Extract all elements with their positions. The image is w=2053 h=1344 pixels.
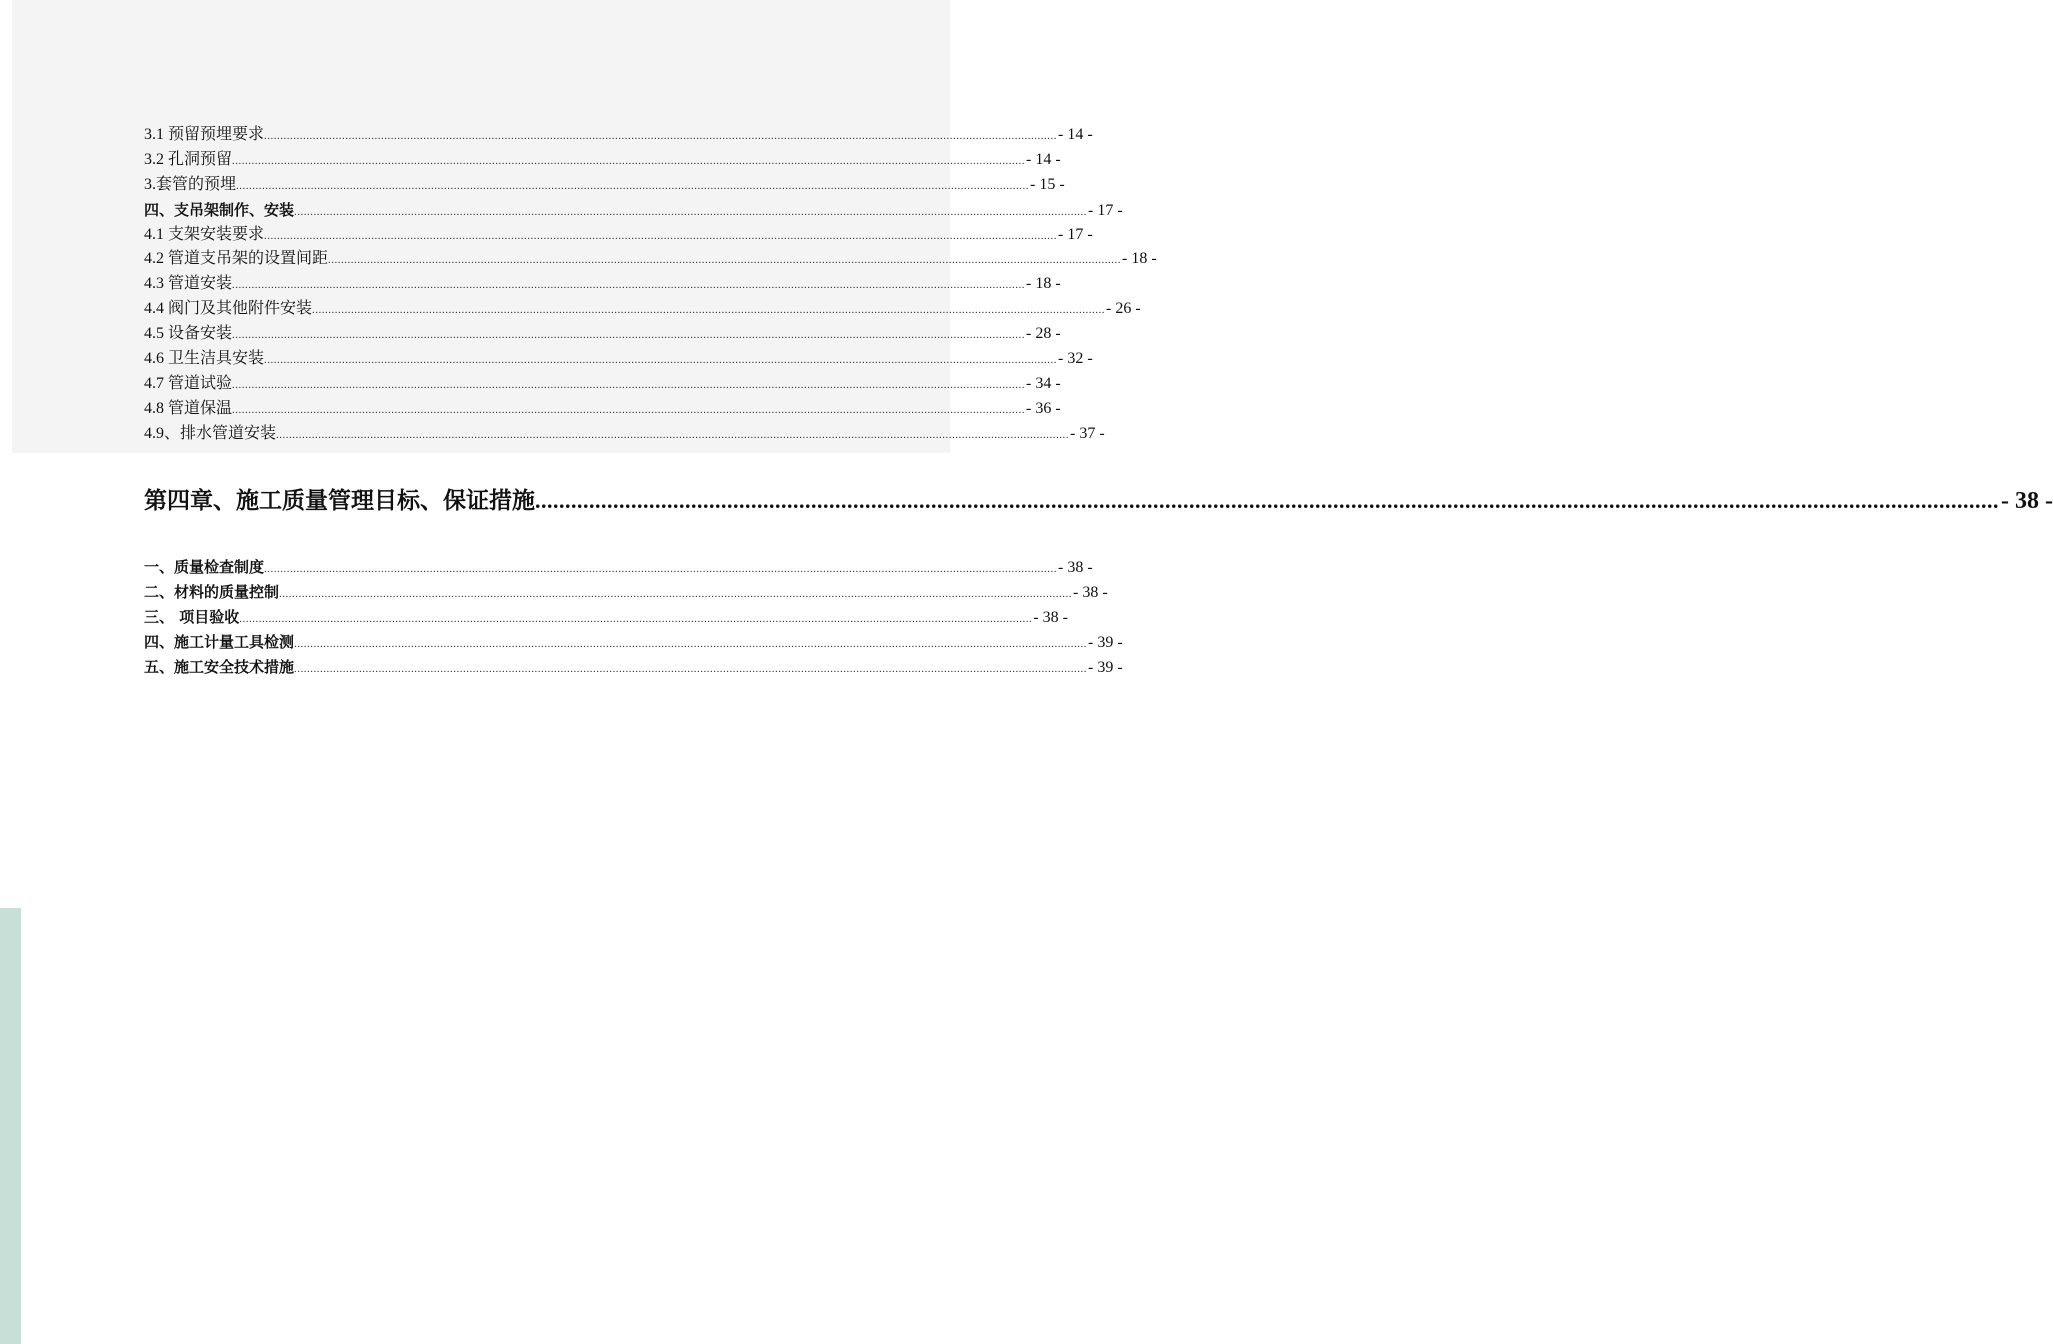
toc-entry-page: - 28 - xyxy=(1026,325,1061,343)
toc-entry-page: - 34 - xyxy=(1026,374,1061,392)
toc-entry-title: 4.6 卫生洁具安装 xyxy=(144,350,265,368)
toc-entry[interactable] xyxy=(144,123,1093,148)
toc-leader-dots: .................................................................................................................................................................................................................................................... xyxy=(232,329,1026,342)
chapter-page-number: - 38 - xyxy=(2001,488,2053,514)
toc-entry-title: 4.7 管道试验 xyxy=(144,374,233,392)
toc-entry-page: - 37 - xyxy=(1070,424,1105,442)
toc-entry-page: - 14 - xyxy=(1058,126,1093,143)
toc-entry-page: - 26 - xyxy=(1106,300,1141,318)
toc-entry-title: 4.2 管道支吊架的设置间距 xyxy=(144,250,329,268)
toc-entry-title: 3.1 预留预埋要求 xyxy=(144,126,265,143)
toc-entry[interactable] xyxy=(144,247,1157,272)
toc-leader-dots: .................................................................................................................................................................................................................................................... xyxy=(232,403,1026,416)
toc-entry-title: 四、施工计量工具检测 xyxy=(144,632,295,651)
toc-entry-title: 3.套管的预埋 xyxy=(144,175,237,193)
toc-leader-dots: .................................................................................................................................................................................................................................................... xyxy=(328,254,1122,267)
toc-leader-dots: .................................................................................................................................................................................................................................................... xyxy=(232,378,1026,391)
toc-leader-dots: .................................................................................................................................................................................................................................................... xyxy=(264,130,1058,142)
toc-entry-page: - 32 - xyxy=(1058,350,1093,368)
toc-entry-title: 4.3 管道安装 xyxy=(144,275,233,293)
toc-section-1 xyxy=(144,123,1157,447)
toc-leader-dots: .................................................................................................................................................................................................................................................... xyxy=(294,205,1088,218)
toc-entry[interactable] xyxy=(144,347,1093,372)
toc-entry-page: - 39 - xyxy=(1088,658,1123,676)
chapter-heading[interactable] xyxy=(144,483,2053,519)
toc-entry-page: - 36 - xyxy=(1026,399,1061,417)
toc-leader-dots: .................................................................................................................................................................................................................................................... xyxy=(239,612,1033,625)
toc-entry[interactable] xyxy=(144,173,1065,198)
toc-entry-page: - 38 - xyxy=(1058,559,1093,576)
toc-entry[interactable] xyxy=(144,555,1093,580)
toc-leader-dots: .................................................................................................................................................................................................................................................... xyxy=(232,154,1026,167)
toc-entry-title: 五、施工安全技术措施 xyxy=(144,657,295,676)
toc-entry-title: 4.4 阀门及其他附件安装 xyxy=(144,300,313,318)
toc-section-2 xyxy=(144,555,1123,679)
toc-entry-page: - 15 - xyxy=(1030,175,1065,193)
toc-entry[interactable] xyxy=(144,198,1123,223)
toc-entry[interactable] xyxy=(144,272,1061,297)
toc-leader-dots: .................................................................................................................................................................................................................................................... xyxy=(232,279,1026,292)
toc-entry-title: 4.1 支架安装要求 xyxy=(144,225,265,243)
toc-entry[interactable] xyxy=(144,655,1123,680)
toc-entry[interactable] xyxy=(144,630,1123,655)
toc-entry-title: 4.8 管道保温 xyxy=(144,399,233,417)
toc-entry-title: 一、质量检查制度 xyxy=(144,558,265,576)
toc-entry-title: 三、 项目验收 xyxy=(144,607,240,626)
toc-entry-page: - 39 - xyxy=(1088,633,1123,651)
toc-entry[interactable] xyxy=(144,605,1068,630)
chapter-leader-dots: .................................................................................................................................................................................................................................................... xyxy=(535,488,1999,513)
toc-leader-dots: .................................................................................................................................................................................................................................................... xyxy=(276,428,1070,441)
toc-entry[interactable] xyxy=(144,422,1105,447)
toc-leader-dots: .................................................................................................................................................................................................................................................... xyxy=(264,563,1058,575)
toc-entry-title: 4.5 设备安装 xyxy=(144,325,233,343)
toc-leader-dots: .................................................................................................................................................................................................................................................... xyxy=(264,354,1058,367)
toc-entry-page: - 38 - xyxy=(1033,608,1068,626)
toc-entry[interactable] xyxy=(144,397,1061,422)
toc-leader-dots: .................................................................................................................................................................................................................................................... xyxy=(264,229,1058,242)
toc-leader-dots: .................................................................................................................................................................................................................................................... xyxy=(294,637,1088,650)
toc-entry-page: - 17 - xyxy=(1088,201,1123,219)
toc-entry[interactable] xyxy=(144,322,1061,347)
toc-leader-dots: .................................................................................................................................................................................................................................................... xyxy=(279,587,1073,600)
toc-entry-page: - 17 - xyxy=(1058,225,1093,243)
toc-entry-page: - 38 - xyxy=(1073,583,1108,601)
toc-entry-title: 4.9、排水管道安装 xyxy=(144,424,277,442)
toc-entry-page: - 14 - xyxy=(1026,150,1061,168)
left-side-bar xyxy=(0,908,21,1344)
toc-entry-title: 二、材料的质量控制 xyxy=(144,582,280,601)
toc-entry[interactable] xyxy=(144,297,1141,322)
toc-leader-dots: .................................................................................................................................................................................................................................................... xyxy=(312,304,1106,317)
toc-leader-dots: .................................................................................................................................................................................................................................................... xyxy=(236,179,1030,192)
toc-leader-dots: .................................................................................................................................................................................................................................................... xyxy=(294,662,1088,675)
toc-entry-page: - 18 - xyxy=(1122,250,1157,268)
toc-entry-page: - 18 - xyxy=(1026,275,1061,293)
chapter-title: 第四章、施工质量管理目标、保证措施 xyxy=(144,488,535,514)
toc-entry[interactable] xyxy=(144,223,1093,248)
toc-entry[interactable] xyxy=(144,148,1061,173)
toc-entry-title: 3.2 孔洞预留 xyxy=(144,150,233,168)
toc-entry[interactable] xyxy=(144,580,1108,605)
toc-entry-title: 四、支吊架制作、安装 xyxy=(144,200,295,219)
toc-entry[interactable] xyxy=(144,372,1061,397)
